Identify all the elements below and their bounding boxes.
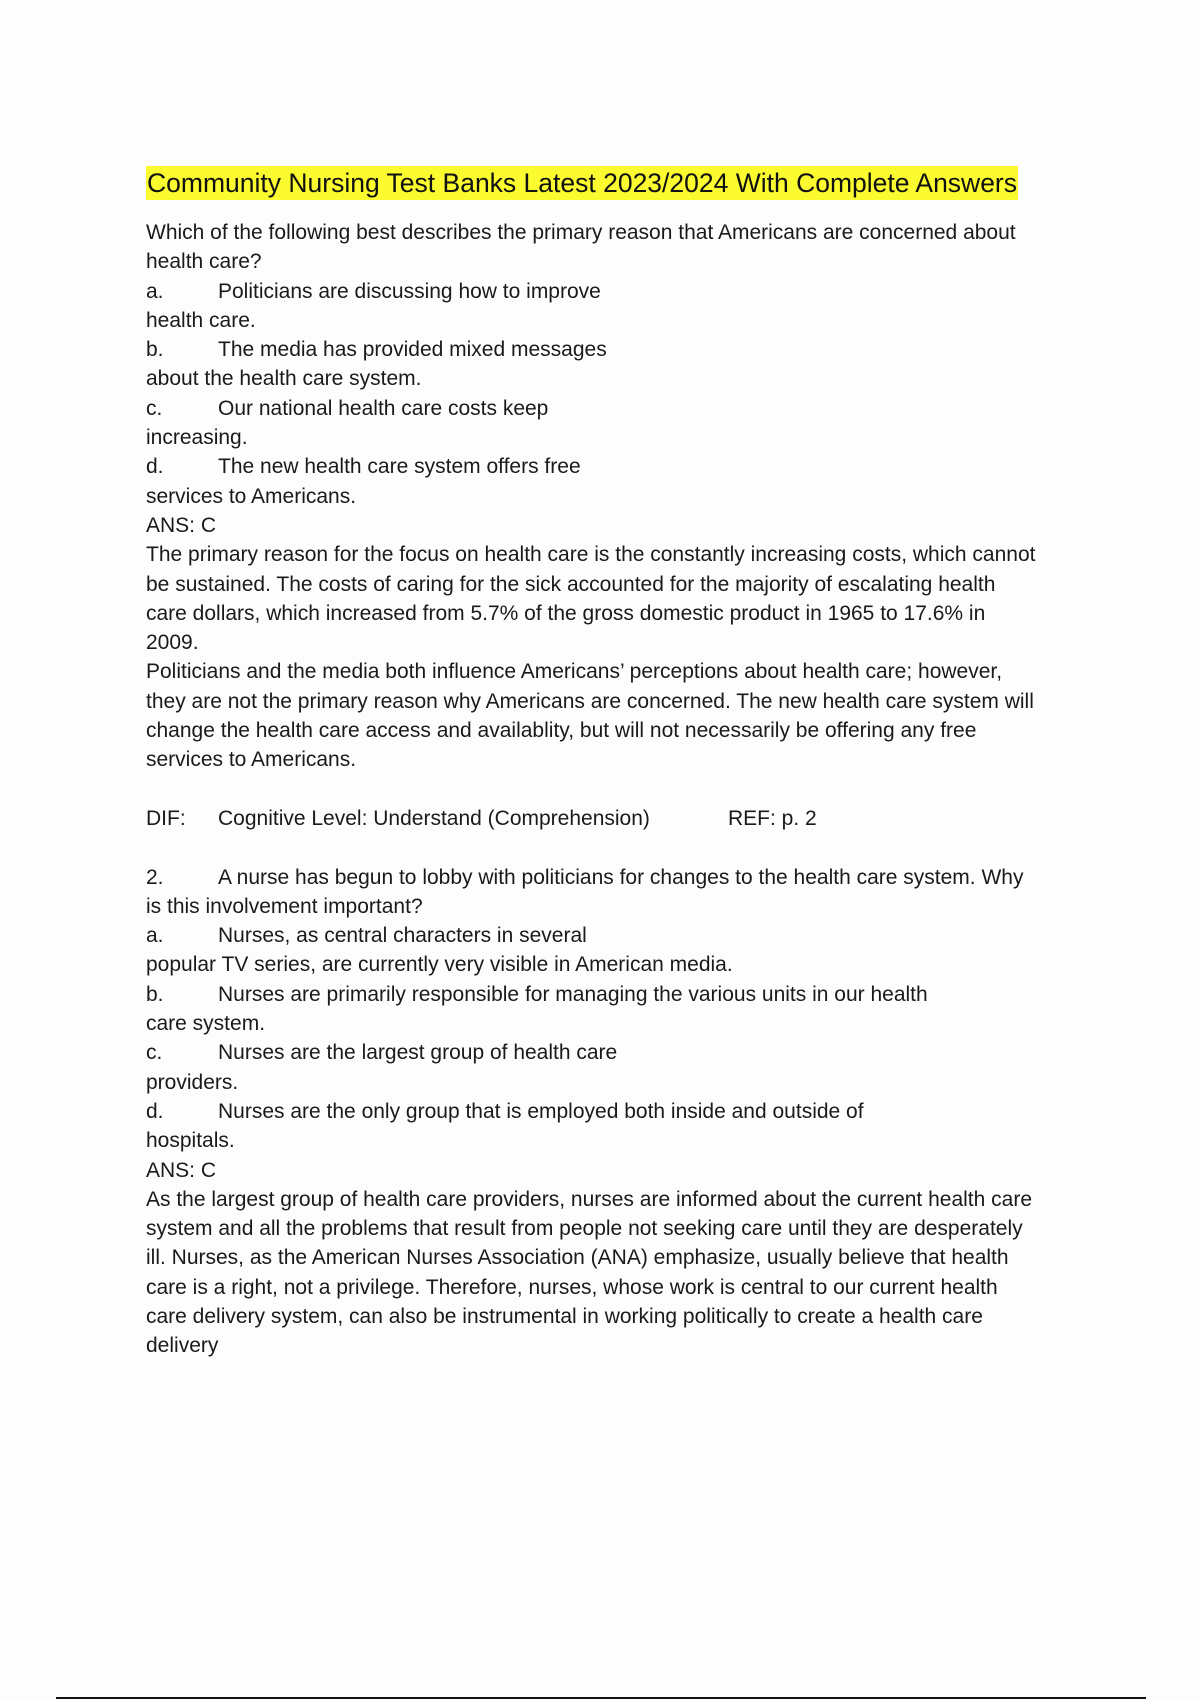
rationale-line: As the largest group of health care providers, nurses are informed about the current health care [146,1187,1032,1211]
rationale-line: system and all the problems that result from people not seeking care until they are desperately [146,1217,1023,1241]
rationale-line: delivery [146,1334,219,1358]
option-text: Politicians are discussing how to improve [218,279,601,303]
rationale-line: services to Americans. [146,748,357,772]
option-letter: a. [146,279,164,303]
option-letter: b. [146,982,164,1006]
question-stem-line: is this involvement important? [146,894,423,918]
option-c [146,394,1091,423]
option-text: Our national health care costs keep [218,396,549,420]
question-stem-text: A nurse has begun to lobby with politicians for changes to the health care system. Why [218,865,1024,889]
rationale-line: they are not the primary reason why Americans are concerned. The new health care system will [146,689,1034,713]
cognitive-level: Cognitive Level: Understand (Comprehension) [218,806,650,830]
page-reference: REF: p. 2 [728,806,817,830]
option-continuation: about the health care system. [146,367,422,391]
rationale-line: care dollars, which increased from 5.7% of the gross domestic product in 1965 to 17.6% in [146,601,986,625]
rationale-line: change the health care access and availablity, but will not necessarily be offering any free [146,719,977,743]
rationale-line: be sustained. The costs of caring for the sick accounted for the majority of escalating health [146,572,996,596]
spacer [146,833,1091,862]
option-text: The media has provided mixed messages [218,338,607,362]
question-2 [146,863,1091,1361]
option-letter: a. [146,924,164,948]
question-1 [146,218,1091,863]
option-letter: c. [146,396,163,420]
answer-key: ANS: C [146,1158,217,1182]
option-b [146,335,1091,364]
option-letter: d. [146,1099,164,1123]
option-text: Nurses are primarily responsible for managing the various units in our health [218,982,928,1006]
rationale-line: Politicians and the media both influence Americans’ perceptions about health care; however, [146,660,1003,684]
option-text: The new health care system offers free [218,455,581,479]
page-bottom-rule [56,1697,1146,1699]
question-stem-line [146,863,1091,892]
document-title: Community Nursing Test Banks Latest 2023/2024 With Complete Answers [147,168,1018,198]
option-c [146,1038,1091,1067]
option-a [146,921,1091,950]
option-continuation: increasing. [146,426,248,450]
answer-key: ANS: C [146,513,217,537]
option-b [146,980,1091,1009]
option-d [146,1097,1091,1126]
question-stem-line: Which of the following best describes the primary reason that Americans are concerned about [146,221,1016,244]
rationale-line: 2009. [146,631,199,655]
option-continuation: providers. [146,1070,239,1094]
option-letter: c. [146,1041,163,1065]
spacer [146,775,1091,804]
option-letter: b. [146,338,164,362]
option-continuation: hospitals. [146,1129,235,1153]
option-continuation: health care. [146,308,256,332]
option-continuation: popular TV series, are currently very visible in American media. [146,953,733,977]
dif-label: DIF: [146,806,186,830]
rationale-line: ill. Nurses, as the American Nurses Association (ANA) emphasize, usually believe that health [146,1246,1009,1270]
option-continuation: services to Americans. [146,484,357,508]
option-d [146,452,1091,481]
option-text: Nurses are the only group that is employed both inside and outside of [218,1099,864,1123]
option-text: Nurses, as central characters in several [218,924,587,948]
option-continuation: care system. [146,1012,266,1036]
difficulty-reference [146,804,1091,833]
question-stem-line: health care? [146,250,262,274]
option-a [146,277,1091,306]
rationale-line: care delivery system, can also be instrumental in working politically to create a health care [146,1304,983,1328]
question-number: 2. [146,865,164,889]
rationale-line: The primary reason for the focus on health care is the constantly increasing costs, which cannot [146,543,1036,567]
rationale-line: care is a right, not a privilege. Therefore, nurses, whose work is central to our current health [146,1275,998,1299]
document-content [146,166,1091,1361]
option-letter: d. [146,455,164,479]
option-text: Nurses are the largest group of health care [218,1041,618,1065]
